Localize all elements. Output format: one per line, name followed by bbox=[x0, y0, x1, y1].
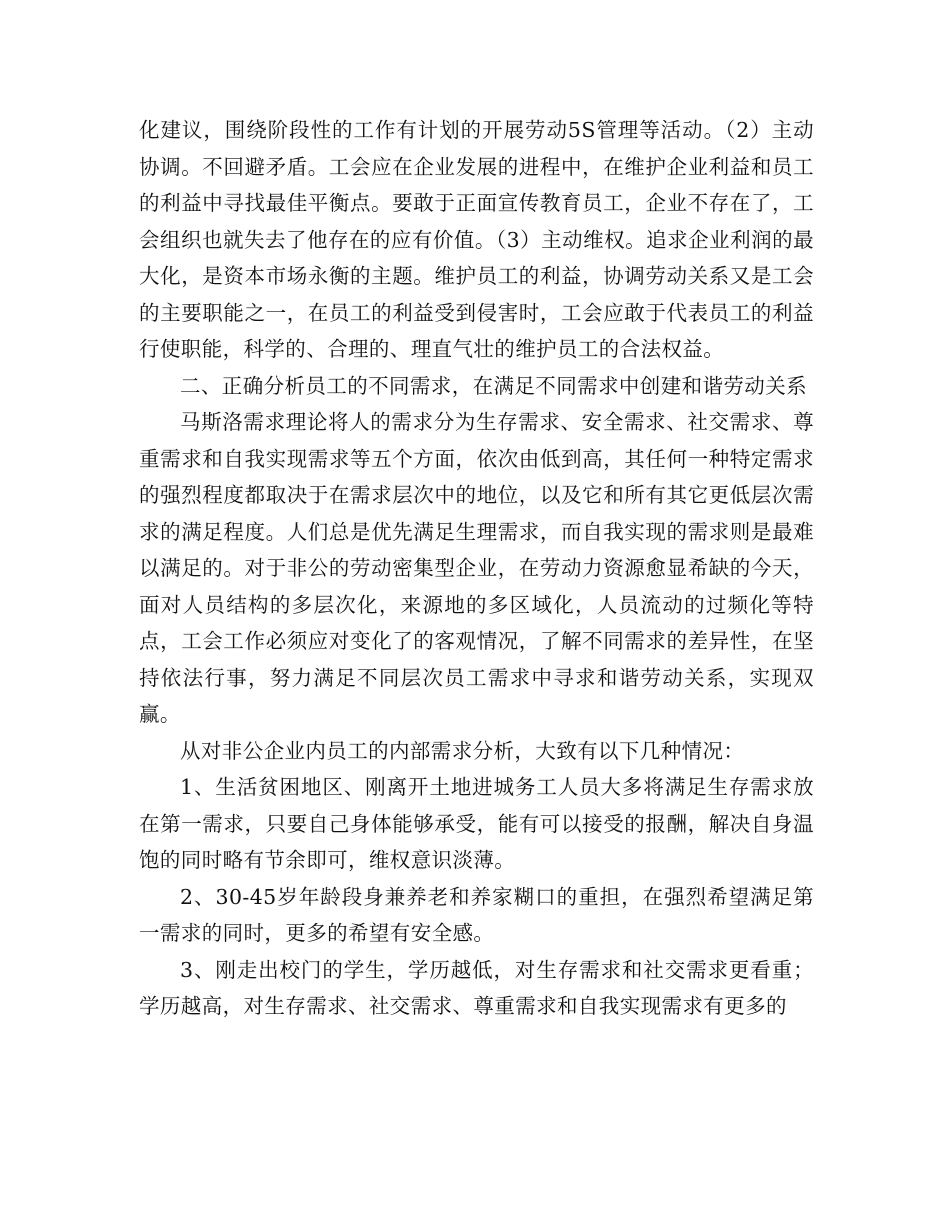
document-body bbox=[139, 112, 814, 1025]
list-item-1: 1、生活贫困地区、刚离开土地进城务工人员大多将满足生存需求放在第一需求，只要自己身体能够承受，能有可以接受的报酬，解决自身温饱的同时略有节余即可，维权意识淡薄。 bbox=[139, 775, 814, 872]
list-item-3: 3、刚走出校门的学生，学历越低，对生存需求和社交需求更看重；学历越高，对生存需求、社交需求、尊重需求和自我实现需求有更多的 bbox=[139, 957, 814, 1018]
list-item-2: 2、30-45岁年龄段身兼养老和养家糊口的重担，在强烈希望满足第一需求的同时，更多的希望有安全感。 bbox=[139, 884, 814, 945]
paragraph-1: 化建议，围绕阶段性的工作有计划的开展劳动5S管理等活动。（2）主动协调。不回避矛盾。工会应在企业发展的进程中，在维护企业利益和员工的利益中寻找最佳平衡点。要敢于正面宣传教育员工，企业不存在了，工会组织也就失去了他存在的应有价值。（3）主动维权。追求企业利润的最大化，是资本市场永衡的主题。维护员工的利益，协调劳动关系又是工会的主要职能之一，在员工的利益受到侵害时，工会应敢于代表员工的利益行使职能，科学的、合理的、理直气壮的维护员工的合法权益。 bbox=[139, 118, 814, 361]
section-heading-2: 二、正确分析员工的不同需求，在满足不同需求中创建和谐劳动关系 bbox=[180, 373, 807, 398]
paragraph-intro-list: 从对非公企业内员工的内部需求分析，大致有以下几种情况： bbox=[180, 738, 745, 763]
paragraph-maslow: 马斯洛需求理论将人的需求分为生存需求、安全需求、社交需求、尊重需求和自我实现需求等五个方面，依次由低到高，其任何一种特定需求的强烈程度都取决于在需求层次中的地位，以及它和所有其它更低层次需求的满足程度。人们总是优先满足生理需求，而自我实现的需求则是最难以满足的。对于非公的劳动密集型企业，在劳动力资源愈显希缺的今天，面对人员结构的多层次化，来源地的多区域化，人员流动的过频化等特点，工会工作必须应对变化了的客观情况，了解不同需求的差异性，在坚持依法行事，努力满足不同层次员工需求中寻求和谐劳动关系，实现双赢。 bbox=[139, 410, 814, 726]
